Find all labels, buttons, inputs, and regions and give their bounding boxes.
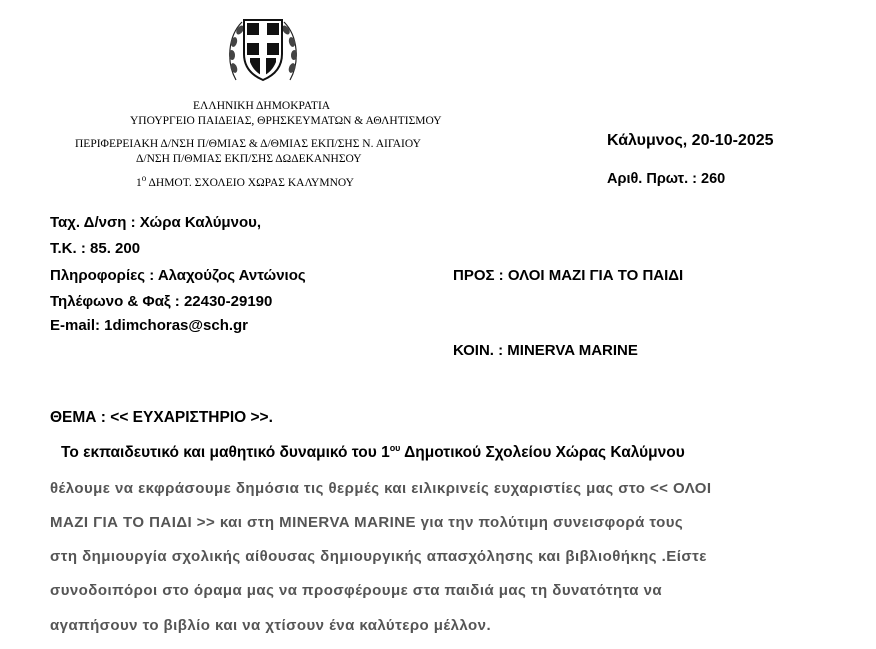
recipient-cc: ΚΟΙΝ. : MINERVA MARINE [453,342,638,359]
header-line-3: ΠΕΡΙΦΕΡΕΙΑΚΗ Δ/ΝΣΗ Π/ΘΜΙΑΣ & Δ/ΘΜΙΑΣ ΕΚΠ/ΣΗΣ Ν. ΑΙΓΑΙΟΥ [75,138,421,150]
sender-email: E-mail: 1dimchoras@sch.gr [50,317,249,334]
sender-info: Πληροφορίες : Αλαχούζος Αντώνιος [50,267,306,284]
school-name: $1^o$ ΔΗΜΟΤ. ΣΧΟΛΕΙΟ ΧΩΡΑΣ ΚΑΛΥΜΝΟΥ [136,173,354,189]
header-line-1: ΕΛΛΗΝΙΚΗ ΔΗΜΟΚΡΑΤΙΑ [193,100,331,112]
protocol-number: Αριθ. Πρωτ. : 260 [607,171,726,187]
body-intro: Το εκπαιδευτικό και μαθητικό δυναμικό του $1^{o\upsilon}$ Δημοτικού Σχολείου Χώρας Καλύμνου [61,442,685,461]
place-date: Κάλυμνος, 20-10-2025 [607,132,774,149]
body-line: συνοδοιπόροι στο όραμα μας να προσφέρουμε στα παιδιά μας τη δυνατότητα να [50,582,663,599]
body-line: στη δημιουργία σχολικής αίθουσας δημιουργικής απασχόλησης και βιβλιοθήκης .Είστε [50,548,707,565]
header-line-4: Δ/ΝΣΗ Π/ΘΜΙΑΣ ΕΚΠ/ΣΗΣ ΔΩΔΕΚΑΝΗΣΟΥ [136,153,362,165]
body-line: ΜΑΖΙ ΓΙΑ ΤΟ ΠΑΙΔΙ >> και στη MINERVA MARINE για την πολύτιμη συνεισφορά τους [50,514,684,531]
body-line: αγαπήσουν το βιβλίο και να χτίσουν ένα καλύτερο μέλλον. [50,617,492,634]
header-line-2: ΥΠΟΥΡΓΕΙΟ ΠΑΙΔΕΙΑΣ, ΘΡΗΣΚΕΥΜΑΤΩΝ & ΑΘΛΗΤΙΣΜΟΥ [130,115,442,127]
sender-phone: Τηλέφωνο & Φαξ : 22430-29190 [50,293,273,310]
sender-postal-code: Τ.Κ. : 85. 200 [50,240,141,257]
sender-address: Ταχ. Δ/νση : Χώρα Καλύμνου, [50,214,262,231]
subject-line: ΘΕΜΑ : << ΕΥΧΑΡΙΣΤΗΡΙΟ >>. [50,409,273,426]
recipient-to: ΠΡΟΣ : ΟΛΟΙ ΜΑΖΙ ΓΙΑ ΤΟ ΠΑΙΔΙ [453,267,684,284]
greek-coat-of-arms-icon [228,10,298,86]
body-line: θέλουμε να εκφράσουμε δημόσια τις θερμές και ειλικρινείς ευχαριστίες μας στο << ΟΛΟΙ [50,480,712,497]
